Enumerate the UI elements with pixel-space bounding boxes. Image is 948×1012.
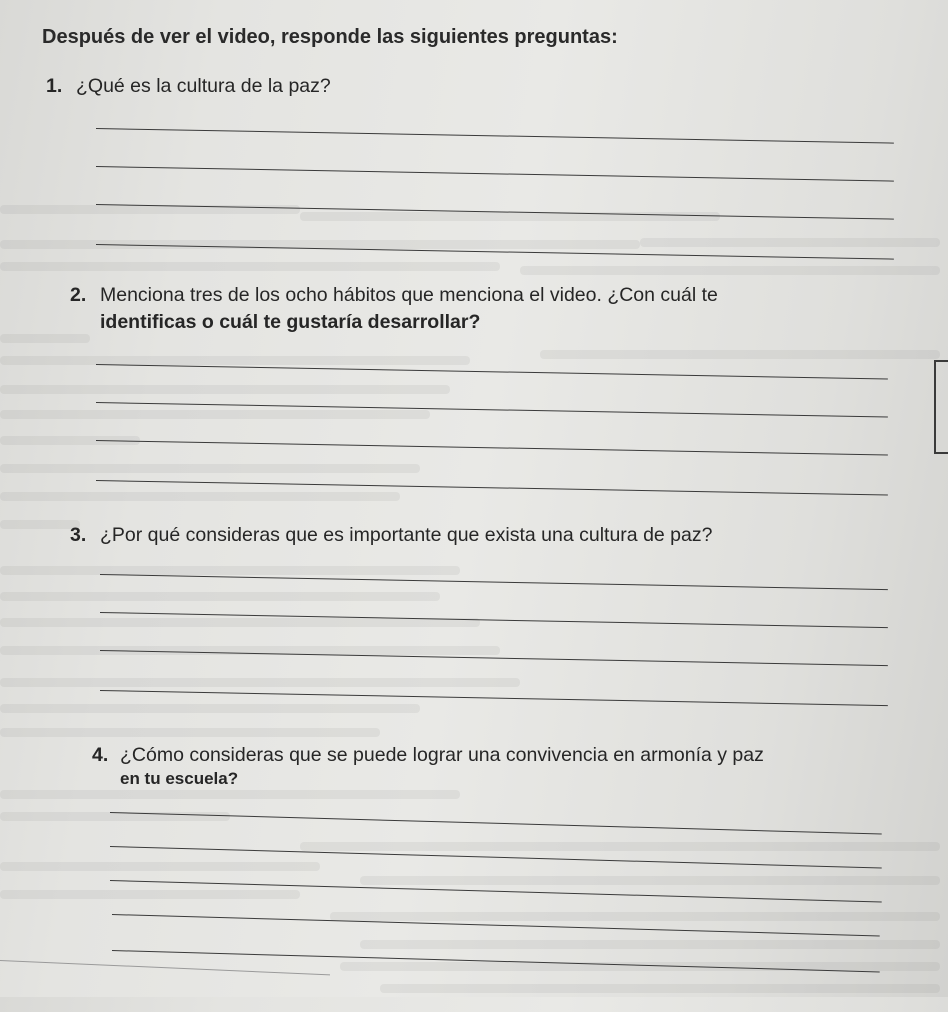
question-1-number: 1. xyxy=(46,75,63,97)
answer-line-4-4[interactable] xyxy=(112,914,880,936)
question-2-continuation: identificas o cuál te gustaría desarrollar? xyxy=(100,311,481,333)
answer-line-3-3[interactable] xyxy=(100,650,888,666)
question-2 xyxy=(70,282,920,336)
question-3-number: 3. xyxy=(70,524,87,546)
answer-line-2-4[interactable] xyxy=(96,480,888,496)
instructions-heading: Después de ver el video, responde las siguientes preguntas: xyxy=(42,26,618,48)
question-1-text: ¿Qué es la cultura de la paz? xyxy=(76,75,331,97)
answer-line-1-4[interactable] xyxy=(96,244,894,260)
answer-line-2-2[interactable] xyxy=(96,402,888,418)
question-4 xyxy=(92,742,912,789)
answer-line-4-2[interactable] xyxy=(110,846,882,869)
page-bottom-edge xyxy=(0,960,330,1012)
question-4-text: ¿Cómo consideras que se puede lograr una convivencia en armonía y paz xyxy=(120,744,764,766)
answer-line-3-2[interactable] xyxy=(100,612,888,628)
answer-line-2-1[interactable] xyxy=(96,364,888,380)
answer-line-2-3[interactable] xyxy=(96,440,888,456)
question-3-text: ¿Por qué consideras que es importante que exista una cultura de paz? xyxy=(100,524,713,546)
question-1 xyxy=(46,73,331,100)
question-4-continuation: en tu escuela? xyxy=(120,769,239,788)
answer-line-3-4[interactable] xyxy=(100,690,888,706)
answer-line-1-1[interactable] xyxy=(96,128,894,144)
answer-line-1-2[interactable] xyxy=(96,166,894,182)
question-2-text: Menciona tres de los ocho hábitos que menciona el video. ¿Con cuál te xyxy=(100,284,718,306)
answer-line-4-1[interactable] xyxy=(110,812,882,835)
answer-line-3-1[interactable] xyxy=(100,574,888,590)
question-3 xyxy=(70,522,712,549)
answer-line-1-3[interactable] xyxy=(96,204,894,220)
question-2-number: 2. xyxy=(70,284,87,306)
answer-line-4-3[interactable] xyxy=(110,880,882,903)
page-edge-bracket xyxy=(934,360,948,454)
question-4-number: 4. xyxy=(92,744,109,766)
